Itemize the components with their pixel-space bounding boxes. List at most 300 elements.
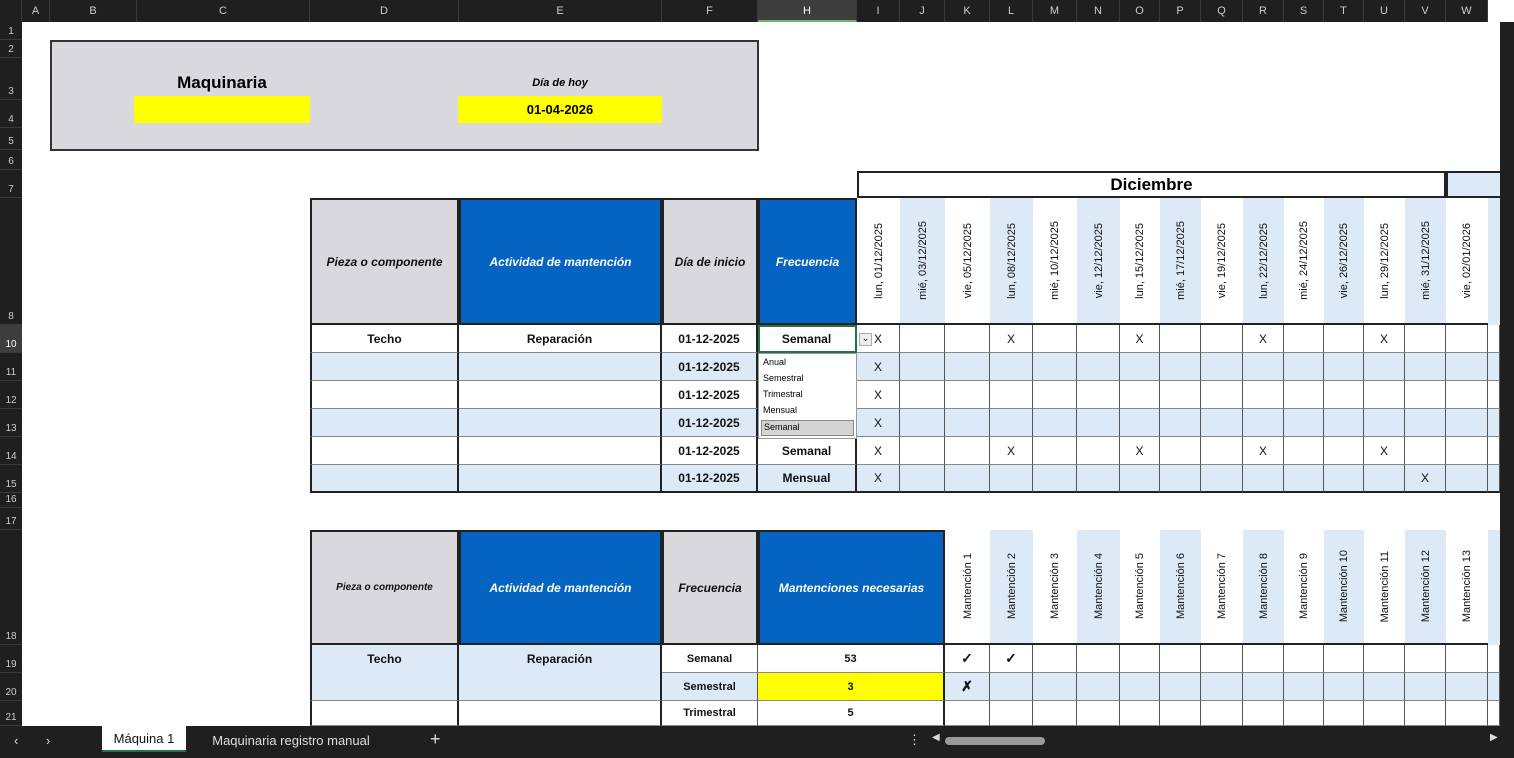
schedule-pieza-cell[interactable] — [310, 409, 459, 437]
column-header-M[interactable]: M — [1033, 0, 1077, 22]
scroll-tabs-right-icon[interactable]: › — [46, 733, 51, 748]
column-header-K[interactable]: K — [945, 0, 990, 22]
schedule-mark-cell[interactable]: X — [857, 465, 900, 493]
schedule-mark-cell[interactable] — [1324, 465, 1364, 493]
schedule-mark-cell[interactable] — [1488, 381, 1500, 409]
date-header — [1405, 198, 1446, 325]
schedule-mark-cell[interactable]: X — [1364, 325, 1405, 353]
maintenance-mark-cell[interactable] — [1120, 673, 1160, 701]
maintenance-mark-cell[interactable] — [1446, 673, 1488, 701]
schedule-pieza-cell[interactable] — [310, 465, 459, 493]
maintenance-mark-cell[interactable] — [1446, 645, 1488, 673]
maintenance-mark-cell[interactable] — [1284, 645, 1324, 673]
maintenance-mark-cell[interactable] — [990, 673, 1033, 701]
column-header-Q[interactable]: Q — [1201, 0, 1243, 22]
maintenance-mark-cell[interactable] — [1324, 673, 1364, 701]
frecuencia-dropdown-list[interactable] — [758, 353, 857, 439]
schedule-mark-cell[interactable] — [945, 465, 990, 493]
column-header-J[interactable]: J — [900, 0, 945, 22]
schedule-mark-cell[interactable] — [1243, 409, 1284, 437]
add-sheet-button[interactable]: + — [430, 729, 441, 749]
schedule-inicio-cell[interactable]: 01-12-2025 — [662, 465, 758, 493]
schedule-mark-cell[interactable] — [1160, 409, 1201, 437]
select-all-corner[interactable] — [0, 0, 22, 22]
schedule-mark-cell[interactable] — [1488, 325, 1500, 353]
schedule-mark-cell[interactable] — [1120, 465, 1160, 493]
schedule-mark-cell[interactable] — [1405, 437, 1446, 465]
schedule-mark-cell[interactable] — [1033, 353, 1077, 381]
schedule-actividad-cell[interactable] — [459, 437, 662, 465]
today-value[interactable]: 01-04-2026 — [458, 96, 662, 123]
schedule-mark-cell[interactable] — [945, 325, 990, 353]
date-header — [1033, 198, 1077, 325]
maintenance-mark-cell[interactable] — [1364, 673, 1405, 701]
maintenance-mark-cell[interactable] — [1324, 645, 1364, 673]
schedule-mark-cell[interactable] — [1284, 353, 1324, 381]
column-header-A[interactable]: A — [22, 0, 50, 22]
column-header-I[interactable]: I — [857, 0, 900, 22]
maintenance-header-label: Mantención 1 — [961, 553, 974, 620]
maintenance-header — [1160, 530, 1201, 645]
column-header-F[interactable]: F — [662, 0, 758, 22]
schedule-mark-cell[interactable] — [1201, 381, 1243, 409]
schedule-mark-cell[interactable] — [1120, 381, 1160, 409]
schedule-mark-cell[interactable] — [1120, 409, 1160, 437]
maintenance-mark-cell[interactable] — [1405, 645, 1446, 673]
column-header-T[interactable]: T — [1324, 0, 1364, 22]
schedule-mark-cell[interactable] — [1488, 409, 1500, 437]
summary-actividad-cell[interactable] — [459, 701, 662, 726]
maintenance-header-label: Mantención 5 — [1134, 553, 1146, 620]
schedule-mark-cell[interactable] — [1077, 409, 1120, 437]
month-header: Diciembre — [857, 171, 1446, 198]
date-header — [990, 198, 1033, 325]
date-header-partial — [1488, 198, 1500, 325]
schedule-mark-cell[interactable]: X — [1405, 465, 1446, 493]
schedule-mark-cell[interactable] — [1284, 325, 1324, 353]
schedule-mark-cell[interactable] — [1201, 437, 1243, 465]
maintenance-mark-cell[interactable] — [990, 701, 1033, 726]
date-header — [1364, 198, 1405, 325]
column-header-V[interactable]: V — [1405, 0, 1446, 22]
maintenance-mark-cell[interactable]: ✗ — [945, 673, 990, 701]
maintenance-header — [1405, 530, 1446, 645]
row-header-1[interactable]: 1 — [0, 22, 22, 40]
date-header-label: vie, 02/01/2026 — [1461, 222, 1473, 299]
row-header-7[interactable]: 7 — [0, 170, 22, 198]
schedule-mark-cell[interactable]: X — [1120, 437, 1160, 465]
maintenance-mark-cell[interactable] — [1077, 645, 1120, 673]
schedule-actividad-cell[interactable] — [459, 353, 662, 381]
maintenance-mark-cell[interactable] — [1405, 701, 1446, 726]
schedule-mark-cell[interactable] — [1077, 465, 1120, 493]
schedule-mark-cell[interactable] — [1488, 353, 1500, 381]
schedule-mark-cell[interactable] — [1077, 437, 1120, 465]
column-header-C[interactable]: C — [137, 0, 310, 22]
maintenance-mark-cell[interactable] — [1201, 673, 1243, 701]
schedule-mark-cell[interactable] — [945, 353, 990, 381]
maintenance-header-partial — [1488, 530, 1500, 645]
schedule-mark-cell[interactable] — [1243, 353, 1284, 381]
schedule-mark-cell[interactable] — [1324, 325, 1364, 353]
dropdown-option[interactable]: Trimestral — [763, 389, 803, 399]
dropdown-option[interactable]: Semestral — [763, 373, 804, 383]
schedule-mark-cell[interactable] — [945, 409, 990, 437]
date-header — [1284, 198, 1324, 325]
row-header-8[interactable]: 8 — [0, 198, 22, 325]
schedule-mark-cell[interactable] — [1488, 437, 1500, 465]
maintenance-mark-cell[interactable] — [1488, 701, 1500, 726]
schedule-inicio-cell[interactable]: 01-12-2025 — [662, 325, 758, 353]
maintenance-mark-cell[interactable] — [1077, 673, 1120, 701]
schedule-mark-cell[interactable] — [1160, 353, 1201, 381]
schedule-mark-cell[interactable] — [1364, 465, 1405, 493]
maintenance-header-label: Mantención 7 — [1216, 553, 1228, 620]
schedule-frecuencia-cell[interactable]: Semanal — [758, 325, 857, 353]
dropdown-option[interactable]: Mensual — [763, 405, 798, 415]
row-header-2[interactable]: 2 — [0, 40, 22, 58]
schedule-mark-cell[interactable] — [1160, 465, 1201, 493]
scroll-left-icon[interactable]: ◀ — [932, 732, 940, 743]
more-options-icon[interactable]: ⋮ — [908, 732, 921, 747]
date-header — [1077, 198, 1120, 325]
schedule-mark-cell[interactable] — [1201, 353, 1243, 381]
maintenance-mark-cell[interactable] — [1033, 701, 1077, 726]
schedule-mark-cell[interactable]: X — [1243, 437, 1284, 465]
schedule-mark-cell[interactable] — [1077, 381, 1120, 409]
schedule-mark-cell[interactable] — [990, 409, 1033, 437]
date-header-label: mié, 17/12/2025 — [1174, 221, 1187, 300]
schedule-mark-cell[interactable] — [1160, 381, 1201, 409]
maintenance-header — [990, 530, 1033, 645]
column-header-S[interactable]: S — [1284, 0, 1324, 22]
row-header-4[interactable]: 4 — [0, 100, 22, 128]
schedule-mark-cell[interactable]: X — [990, 325, 1033, 353]
maintenance-mark-cell[interactable] — [1201, 701, 1243, 726]
maintenance-header-label: Mantención 12 — [1419, 550, 1432, 623]
column-header-H[interactable]: H — [758, 0, 857, 22]
schedule-mark-cell[interactable] — [900, 465, 945, 493]
schedule-mark-cell[interactable]: X — [1364, 437, 1405, 465]
schedule-mark-cell[interactable] — [1324, 381, 1364, 409]
date-header — [1446, 198, 1488, 325]
schedule-mark-cell[interactable] — [1446, 381, 1488, 409]
row-header-21[interactable]: 21 — [0, 701, 22, 726]
schedule-mark-cell[interactable] — [1033, 437, 1077, 465]
schedule-actividad-cell[interactable]: Reparación — [459, 325, 662, 353]
schedule-mark-cell[interactable] — [1201, 465, 1243, 493]
schedule-mark-cell[interactable] — [990, 465, 1033, 493]
date-header — [900, 198, 945, 325]
schedule-mark-cell[interactable] — [1364, 381, 1405, 409]
schedule-mark-cell[interactable] — [1488, 465, 1500, 493]
schedule-mark-cell[interactable] — [1405, 409, 1446, 437]
row-header-15[interactable]: 15 — [0, 465, 22, 493]
schedule-mark-cell[interactable] — [1120, 353, 1160, 381]
schedule-actividad-cell[interactable] — [459, 409, 662, 437]
date-header — [1201, 198, 1243, 325]
date-header-label: vie, 19/12/2025 — [1216, 222, 1228, 299]
maintenance-mark-cell[interactable] — [1077, 701, 1120, 726]
row-header-20[interactable]: 20 — [0, 673, 22, 701]
maintenance-header — [1284, 530, 1324, 645]
schedule-mark-cell[interactable] — [1364, 353, 1405, 381]
column-header-D[interactable]: D — [310, 0, 459, 22]
schedule-mark-cell[interactable] — [1405, 325, 1446, 353]
schedule-mark-cell[interactable] — [1077, 353, 1120, 381]
schedule-mark-cell[interactable] — [1446, 409, 1488, 437]
schedule-mark-cell[interactable] — [1201, 325, 1243, 353]
schedule-pieza-cell[interactable] — [310, 353, 459, 381]
maintenance-mark-cell[interactable] — [1201, 645, 1243, 673]
schedule-mark-cell[interactable] — [945, 437, 990, 465]
schedule-actividad-cell[interactable] — [459, 465, 662, 493]
schedule-mark-cell[interactable]: X — [857, 437, 900, 465]
schedule-mark-cell[interactable] — [1284, 409, 1324, 437]
schedule-pieza-cell[interactable] — [310, 437, 459, 465]
frecuencia-dropdown-button[interactable]: ⌄ — [859, 333, 872, 346]
column-header-E[interactable]: E — [459, 0, 662, 22]
schedule-inicio-cell[interactable]: 01-12-2025 — [662, 409, 758, 437]
schedule-mark-cell[interactable] — [900, 353, 945, 381]
summary-pieza-cell[interactable] — [310, 701, 459, 726]
schedule-header-3: Frecuencia — [758, 198, 857, 325]
schedule-mark-cell[interactable]: X — [857, 353, 900, 381]
maintenance-mark-cell[interactable] — [1033, 673, 1077, 701]
date-header-label: lun, 08/12/2025 — [1005, 222, 1018, 299]
schedule-mark-cell[interactable] — [1033, 409, 1077, 437]
schedule-pieza-cell[interactable] — [310, 381, 459, 409]
maintenance-mark-cell[interactable] — [1284, 701, 1324, 726]
schedule-mark-cell[interactable] — [1405, 353, 1446, 381]
row-header-18[interactable]: 18 — [0, 530, 22, 645]
maintenance-header — [1120, 530, 1160, 645]
date-header — [1243, 198, 1284, 325]
schedule-header-0: Pieza o componente — [310, 198, 459, 325]
summary-necesarias-cell[interactable]: 53 — [758, 645, 945, 673]
schedule-mark-cell[interactable]: X — [857, 381, 900, 409]
maintenance-header-label: Mantención 11 — [1378, 550, 1391, 623]
row-header-14[interactable]: 14 — [0, 437, 22, 465]
dropdown-option[interactable]: Semanal — [761, 420, 854, 436]
schedule-mark-cell[interactable] — [1405, 381, 1446, 409]
maintenance-header-label: Mantención 9 — [1298, 553, 1310, 620]
scroll-right-icon[interactable]: ▶ — [1490, 732, 1498, 743]
dropdown-option[interactable]: Anual — [763, 357, 787, 367]
schedule-mark-cell[interactable] — [1324, 437, 1364, 465]
schedule-mark-cell[interactable] — [1284, 381, 1324, 409]
column-header-U[interactable]: U — [1364, 0, 1405, 22]
date-header-label: mié, 10/12/2025 — [1049, 221, 1061, 300]
maintenance-header-label: Mantención 2 — [1005, 553, 1018, 620]
column-header-R[interactable]: R — [1243, 0, 1284, 22]
date-header-label: lun, 22/12/2025 — [1257, 222, 1270, 299]
schedule-mark-cell[interactable]: X — [857, 325, 900, 353]
maintenance-header-label: Mantención 13 — [1461, 550, 1473, 623]
maintenance-mark-cell[interactable] — [1243, 673, 1284, 701]
column-header-W[interactable]: W — [1446, 0, 1488, 22]
schedule-mark-cell[interactable] — [1284, 465, 1324, 493]
maintenance-header — [1324, 530, 1364, 645]
summary-header-2: Frecuencia — [662, 530, 758, 645]
sheet-tab-bar — [0, 726, 1514, 758]
schedule-mark-cell[interactable] — [900, 325, 945, 353]
maintenance-header-label: Mantención 3 — [1049, 553, 1061, 620]
schedule-mark-cell[interactable] — [1160, 325, 1201, 353]
selected-cell[interactable] — [758, 325, 857, 353]
schedule-mark-cell[interactable] — [1033, 465, 1077, 493]
row-header-13[interactable]: 13 — [0, 409, 22, 437]
summary-header-1: Actividad de mantención — [459, 530, 662, 645]
schedule-mark-cell[interactable] — [900, 409, 945, 437]
schedule-actividad-cell[interactable] — [459, 381, 662, 409]
schedule-mark-cell[interactable] — [1243, 465, 1284, 493]
maintenance-header-label: Mantención 8 — [1257, 553, 1270, 620]
date-header — [945, 198, 990, 325]
schedule-frecuencia-cell[interactable]: Mensual — [758, 465, 857, 493]
maintenance-header — [1077, 530, 1120, 645]
maintenance-header-label: Mantención 4 — [1092, 553, 1105, 620]
schedule-mark-cell[interactable] — [1033, 381, 1077, 409]
date-header-label: vie, 05/12/2025 — [961, 222, 974, 299]
row-header-11[interactable]: 11 — [0, 353, 22, 381]
column-header-N[interactable]: N — [1077, 0, 1120, 22]
maintenance-mark-cell[interactable] — [1364, 645, 1405, 673]
summary-header-3: Mantenciones necesarias — [758, 530, 945, 645]
schedule-mark-cell[interactable] — [1364, 409, 1405, 437]
schedule-frecuencia-cell[interactable]: Semanal — [758, 437, 857, 465]
maintenance-mark-cell[interactable] — [1488, 645, 1500, 673]
maintenance-mark-cell[interactable] — [1160, 673, 1201, 701]
schedule-mark-cell[interactable] — [1077, 325, 1120, 353]
maintenance-mark-cell[interactable] — [1324, 701, 1364, 726]
summary-pieza-cell[interactable]: Techo — [310, 645, 459, 701]
date-header — [1324, 198, 1364, 325]
schedule-mark-cell[interactable]: X — [990, 437, 1033, 465]
schedule-mark-cell[interactable]: X — [1120, 325, 1160, 353]
maintenance-mark-cell[interactable] — [1160, 701, 1201, 726]
maintenance-header — [1033, 530, 1077, 645]
date-header-label: mié, 03/12/2025 — [916, 221, 929, 300]
row-header-6[interactable]: 6 — [0, 150, 22, 170]
row-header-19[interactable]: 19 — [0, 645, 22, 673]
maintenance-mark-cell[interactable] — [1488, 673, 1500, 701]
schedule-mark-cell[interactable]: X — [857, 409, 900, 437]
date-header-label: lun, 29/12/2025 — [1378, 222, 1391, 299]
maquinaria-label: Maquinaria — [177, 73, 267, 92]
schedule-pieza-cell[interactable]: Techo — [310, 325, 459, 353]
schedule-mark-cell[interactable] — [1201, 409, 1243, 437]
schedule-mark-cell[interactable] — [1446, 437, 1488, 465]
schedule-inicio-cell[interactable]: 01-12-2025 — [662, 353, 758, 381]
summary-frecuencia-cell[interactable]: Trimestral — [662, 701, 758, 726]
maintenance-mark-cell[interactable] — [1033, 645, 1077, 673]
maintenance-mark-cell[interactable]: ✓ — [990, 645, 1033, 673]
sheet-tab-maquina-1[interactable]: Máquina 1 — [102, 726, 186, 752]
schedule-mark-cell[interactable] — [1324, 353, 1364, 381]
maintenance-mark-cell[interactable] — [1243, 645, 1284, 673]
vertical-scrollbar[interactable] — [1500, 22, 1514, 726]
date-header-label: lun, 15/12/2025 — [1134, 222, 1146, 299]
date-header — [1120, 198, 1160, 325]
date-header-label: mié, 24/12/2025 — [1298, 221, 1310, 300]
row-header-12[interactable]: 12 — [0, 381, 22, 409]
summary-header-0: Pieza o componente — [310, 530, 459, 645]
column-header-B[interactable]: B — [50, 0, 137, 22]
date-header-label: mié, 31/12/2025 — [1419, 221, 1432, 300]
row-header-10[interactable]: 10 — [0, 325, 22, 353]
maintenance-mark-cell[interactable]: ✓ — [945, 645, 990, 673]
row-header-3[interactable]: 3 — [0, 58, 22, 100]
column-header-L[interactable]: L — [990, 0, 1033, 22]
maintenance-mark-cell[interactable] — [1120, 701, 1160, 726]
summary-frecuencia-cell[interactable]: Semestral — [662, 673, 758, 701]
maintenance-mark-cell[interactable] — [1284, 673, 1324, 701]
maintenance-mark-cell[interactable] — [945, 701, 990, 726]
schedule-mark-cell[interactable] — [990, 381, 1033, 409]
summary-necesarias-cell[interactable]: 3 — [758, 673, 945, 701]
schedule-mark-cell[interactable] — [900, 381, 945, 409]
maintenance-header-label: Mantención 10 — [1338, 550, 1350, 623]
next-month-header — [1446, 171, 1502, 198]
row-header-5[interactable]: 5 — [0, 128, 22, 150]
schedule-mark-cell[interactable]: X — [1243, 325, 1284, 353]
schedule-mark-cell[interactable] — [990, 353, 1033, 381]
date-header-label: vie, 26/12/2025 — [1338, 222, 1350, 299]
schedule-mark-cell[interactable] — [1243, 381, 1284, 409]
schedule-mark-cell[interactable] — [1446, 353, 1488, 381]
summary-necesarias-cell[interactable]: 5 — [758, 701, 945, 726]
maintenance-header-label: Mantención 6 — [1174, 553, 1187, 620]
schedule-mark-cell[interactable] — [1446, 325, 1488, 353]
schedule-mark-cell[interactable] — [945, 381, 990, 409]
maintenance-mark-cell[interactable] — [1364, 701, 1405, 726]
summary-actividad-cell[interactable]: Reparación — [459, 645, 662, 701]
schedule-mark-cell[interactable] — [1284, 437, 1324, 465]
maintenance-mark-cell[interactable] — [1160, 645, 1201, 673]
row-header-17[interactable]: 17 — [0, 508, 22, 530]
schedule-header-2: Día de inicio — [662, 198, 758, 325]
maintenance-header — [1446, 530, 1488, 645]
maintenance-header — [945, 530, 990, 645]
column-header-P[interactable]: P — [1160, 0, 1201, 22]
maintenance-mark-cell[interactable] — [1120, 645, 1160, 673]
schedule-inicio-cell[interactable]: 01-12-2025 — [662, 437, 758, 465]
maintenance-header — [1364, 530, 1405, 645]
row-header-16[interactable]: 16 — [0, 493, 22, 508]
horizontal-scrollbar[interactable] — [945, 737, 1045, 745]
date-header-label: lun, 01/12/2025 — [872, 222, 885, 299]
schedule-mark-cell[interactable] — [1033, 325, 1077, 353]
today-label: Día de hoy — [532, 77, 588, 89]
schedule-inicio-cell[interactable]: 01-12-2025 — [662, 381, 758, 409]
column-header-O[interactable]: O — [1120, 0, 1160, 22]
date-header — [1160, 198, 1201, 325]
summary-frecuencia-cell[interactable]: Semanal — [662, 645, 758, 673]
maintenance-mark-cell[interactable] — [1446, 701, 1488, 726]
schedule-mark-cell[interactable] — [1324, 409, 1364, 437]
scroll-tabs-left-icon[interactable]: ‹ — [14, 733, 19, 748]
date-header-label: vie, 12/12/2025 — [1092, 222, 1105, 299]
maquinaria-input[interactable] — [134, 96, 310, 123]
maintenance-mark-cell[interactable] — [1405, 673, 1446, 701]
maintenance-header — [1243, 530, 1284, 645]
sheet-tab-registro-manual[interactable]: Maquinaria registro manual — [212, 733, 370, 748]
maintenance-mark-cell[interactable] — [1243, 701, 1284, 726]
schedule-mark-cell[interactable] — [1446, 465, 1488, 493]
schedule-mark-cell[interactable] — [1160, 437, 1201, 465]
schedule-mark-cell[interactable] — [900, 437, 945, 465]
